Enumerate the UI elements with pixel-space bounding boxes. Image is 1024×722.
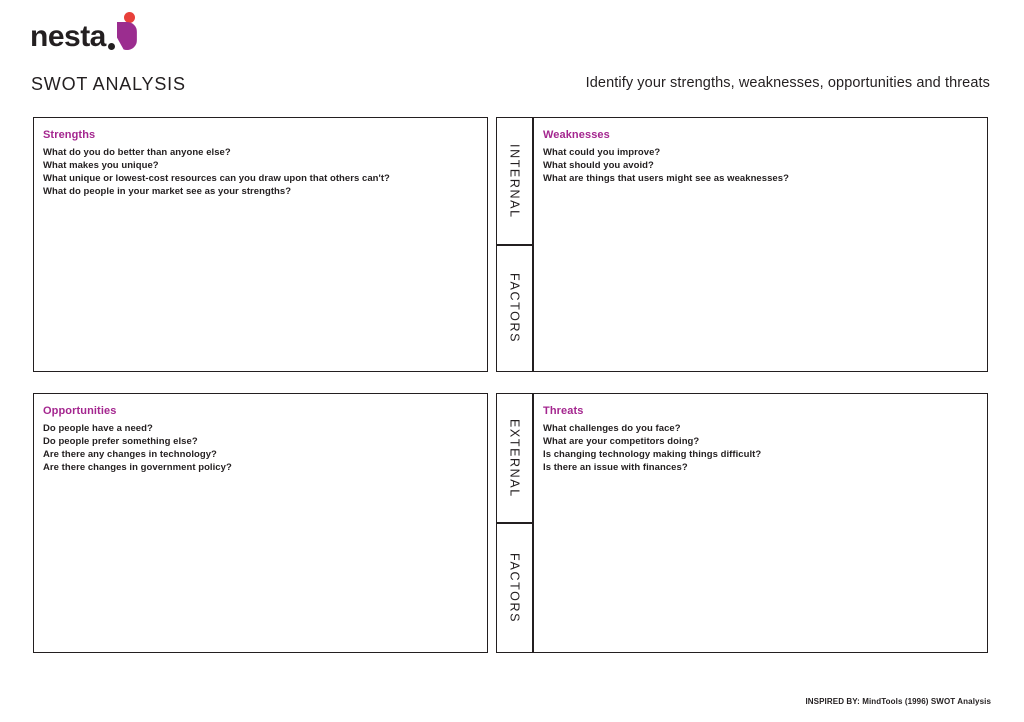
footer-credit: INSPIRED BY: MindTools (1996) SWOT Analysis — [805, 697, 991, 706]
axis-label-internal — [496, 117, 533, 245]
quadrant-opportunities-prompts — [43, 422, 479, 474]
prompt-item: What could you improve? — [543, 147, 661, 158]
axis-label-external-factors-text: FACTORS — [507, 552, 522, 623]
nesta-logo — [30, 12, 142, 52]
quadrant-opportunities-title: Opportunities — [43, 405, 117, 417]
prompt-item: What unique or lowest-cost resources can you draw upon that others can't? — [43, 173, 390, 184]
axis-label-external-text: EXTERNAL — [507, 418, 522, 498]
logo-dot-icon — [108, 43, 115, 50]
prompt-item: Are there any changes in technology? — [43, 449, 217, 460]
quadrant-strengths-title: Strengths — [43, 129, 96, 141]
quadrant-strengths-prompts — [43, 146, 479, 198]
logo-wordmark: nesta — [30, 20, 106, 53]
quadrant-threats[interactable] — [533, 393, 988, 653]
page-title: SWOT ANALYSIS — [31, 74, 186, 94]
prompt-item: What do people in your market see as your strengths? — [43, 186, 292, 197]
prompt-item: What are things that users might see as weaknesses? — [543, 173, 789, 184]
quadrant-weaknesses-title: Weaknesses — [543, 129, 610, 141]
quadrant-strengths[interactable] — [33, 117, 488, 372]
logo-mark-icon — [108, 12, 142, 52]
prompt-item: Is there an issue with finances? — [543, 462, 688, 473]
quadrant-opportunities[interactable] — [33, 393, 488, 653]
logo-swoosh-icon — [117, 22, 137, 50]
quadrant-threats-title: Threats — [543, 405, 584, 417]
prompt-item: Are there changes in government policy? — [43, 462, 232, 473]
prompt-item: What challenges do you face? — [543, 423, 681, 434]
prompt-item: Is changing technology making things difficult? — [543, 449, 762, 460]
axis-label-internal-factors — [496, 245, 533, 372]
prompt-item: What are your competitors doing? — [543, 436, 700, 447]
quadrant-threats-prompts — [543, 422, 979, 474]
prompt-item: Do people have a need? — [43, 423, 153, 434]
axis-label-external-factors — [496, 523, 533, 653]
prompt-item: What do you do better than anyone else? — [43, 147, 231, 158]
prompt-item: Do people prefer something else? — [43, 436, 198, 447]
axis-label-internal-factors-text: FACTORS — [507, 273, 522, 344]
axis-label-external — [496, 393, 533, 523]
quadrant-weaknesses-prompts — [543, 146, 979, 185]
prompt-item: What makes you unique? — [43, 160, 159, 171]
logo-red-dot-icon — [124, 12, 135, 23]
axis-label-internal-text: INTERNAL — [507, 143, 522, 219]
quadrant-weaknesses[interactable] — [533, 117, 988, 372]
page-subtitle: Identify your strengths, weaknesses, opportunities and threats — [585, 75, 990, 91]
prompt-item: What should you avoid? — [543, 160, 654, 171]
